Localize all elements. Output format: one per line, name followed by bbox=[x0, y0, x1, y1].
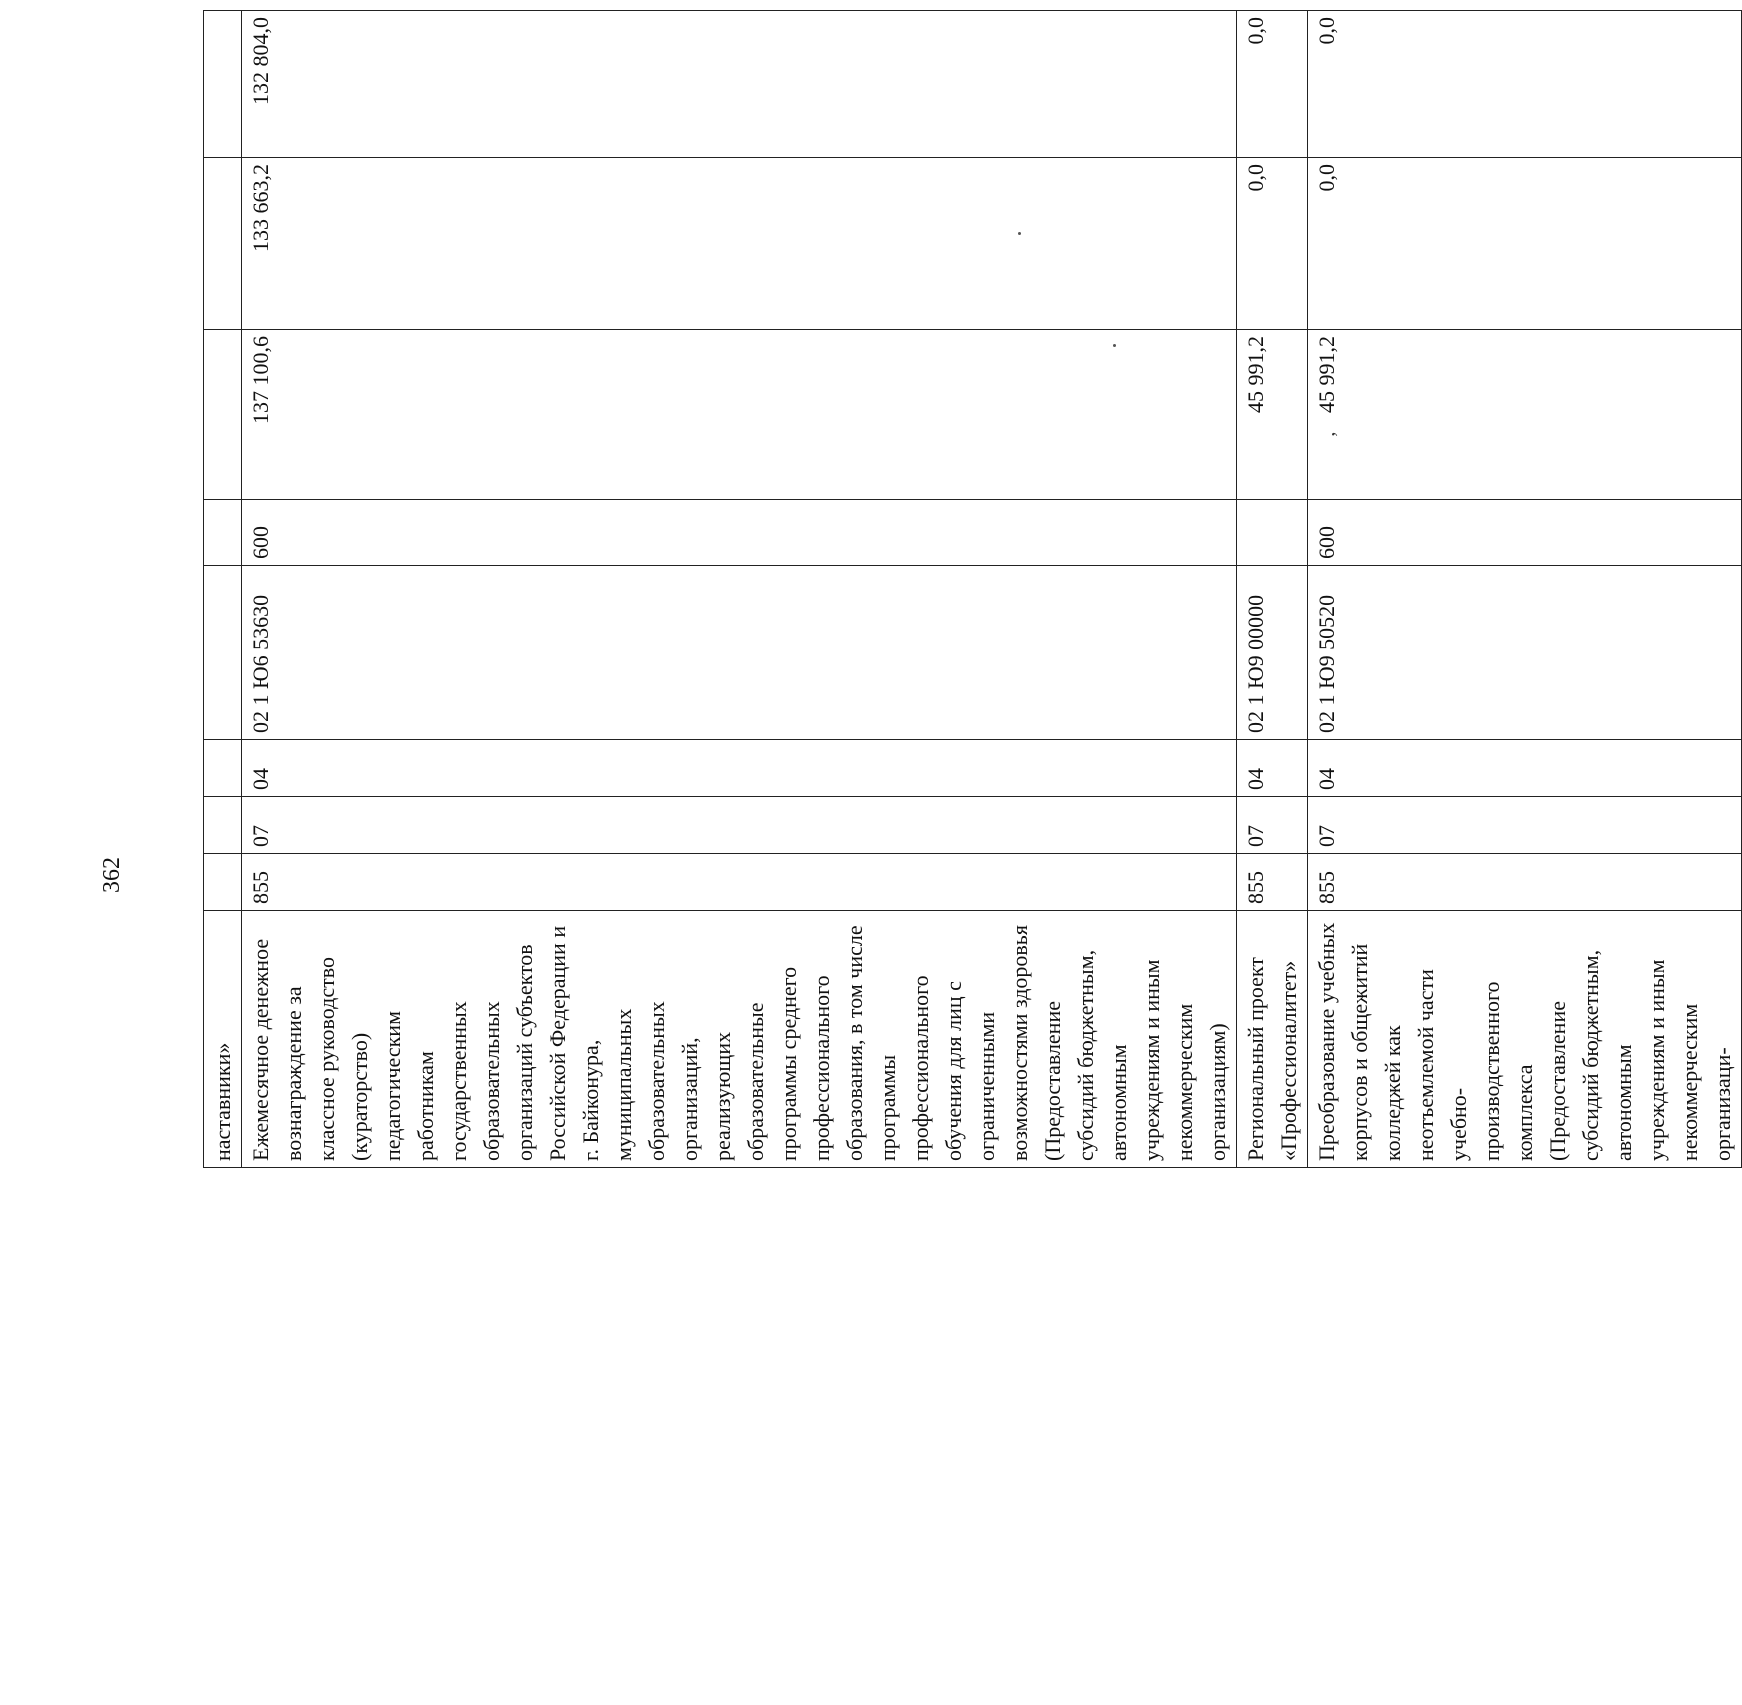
cell-csr: 02 1 Ю9 00000 bbox=[1237, 566, 1308, 740]
cell-rz: 07 bbox=[242, 797, 1237, 854]
cell-sum1: 137 100,6 bbox=[242, 330, 1237, 500]
scan-mark: ‚ bbox=[1317, 431, 1339, 438]
cell-rz: 07 bbox=[1308, 797, 1742, 854]
cell-pr bbox=[204, 740, 242, 797]
row-description: Региональный проект «Профессионалитет» bbox=[1237, 911, 1308, 1168]
table-row bbox=[204, 11, 242, 1168]
cell-sum3: 0,0 bbox=[1308, 11, 1742, 158]
cell-sum3: 0,0 bbox=[1237, 11, 1308, 158]
cell-ved: 855 bbox=[1237, 854, 1308, 911]
cell-vr bbox=[204, 500, 242, 566]
cell-pr: 04 bbox=[1308, 740, 1742, 797]
cell-sum3: 132 804,0 bbox=[242, 11, 1237, 158]
cell-csr: 02 1 Ю9 50520 bbox=[1308, 566, 1742, 740]
row-description: Ежемесячное денежное вознаграждение за классное руководство (кураторство) педагогическим работникам государственных образовательных организаций субъектов Российской Федерации и г. Байконура, муниципальных образовательных организаций, реализующих образовательные программы среднего профессионального образования, в том числе программы профессионального обучения для лиц с ограниченными возможностями здоровья (Предоставление субсидий бюджетным, автономным учреждениям и иным некоммерческим организациям) bbox=[242, 911, 1237, 1168]
cell-sum1 bbox=[1308, 330, 1742, 500]
budget-table bbox=[203, 10, 1742, 1168]
cell-vr bbox=[1237, 500, 1308, 566]
cell-csr bbox=[204, 566, 242, 740]
scan-speck bbox=[1113, 344, 1116, 347]
cell-sum1-value: 45 991,2 bbox=[1314, 336, 1339, 413]
cell-ved: 855 bbox=[242, 854, 1237, 911]
cell-sum1 bbox=[204, 330, 242, 500]
cell-sum2: 0,0 bbox=[1308, 158, 1742, 330]
cell-sum2: 0,0 bbox=[1237, 158, 1308, 330]
table-row bbox=[1308, 11, 1742, 1168]
cell-ved: 855 bbox=[1308, 854, 1742, 911]
cell-sum2 bbox=[204, 158, 242, 330]
cell-sum2: 133 663,2 bbox=[242, 158, 1237, 330]
cell-ved bbox=[204, 854, 242, 911]
cell-sum1: 45 991,2 bbox=[1237, 330, 1308, 500]
row-description: наставники» bbox=[204, 911, 242, 1168]
cell-csr: 02 1 Ю6 53630 bbox=[242, 566, 1237, 740]
cell-rz bbox=[204, 797, 242, 854]
table-row bbox=[242, 11, 1237, 1168]
rotated-table-container bbox=[203, 17, 1735, 1168]
table-row bbox=[1237, 11, 1308, 1168]
row-description: Преобразование учебных корпусов и общежитий колледжей как неотъемлемой части учебно-производственного комплекса (Предоставление субсидий бюджетным, автономным учреждениям и иным некоммерческим организаци- bbox=[1308, 911, 1742, 1168]
cell-rz: 07 bbox=[1237, 797, 1308, 854]
page-number: 362 bbox=[99, 857, 125, 893]
cell-pr: 04 bbox=[1237, 740, 1308, 797]
scan-speck bbox=[1018, 232, 1021, 235]
cell-sum3 bbox=[204, 11, 242, 158]
cell-pr: 04 bbox=[242, 740, 1237, 797]
cell-vr: 600 bbox=[1308, 500, 1742, 566]
cell-vr: 600 bbox=[242, 500, 1237, 566]
